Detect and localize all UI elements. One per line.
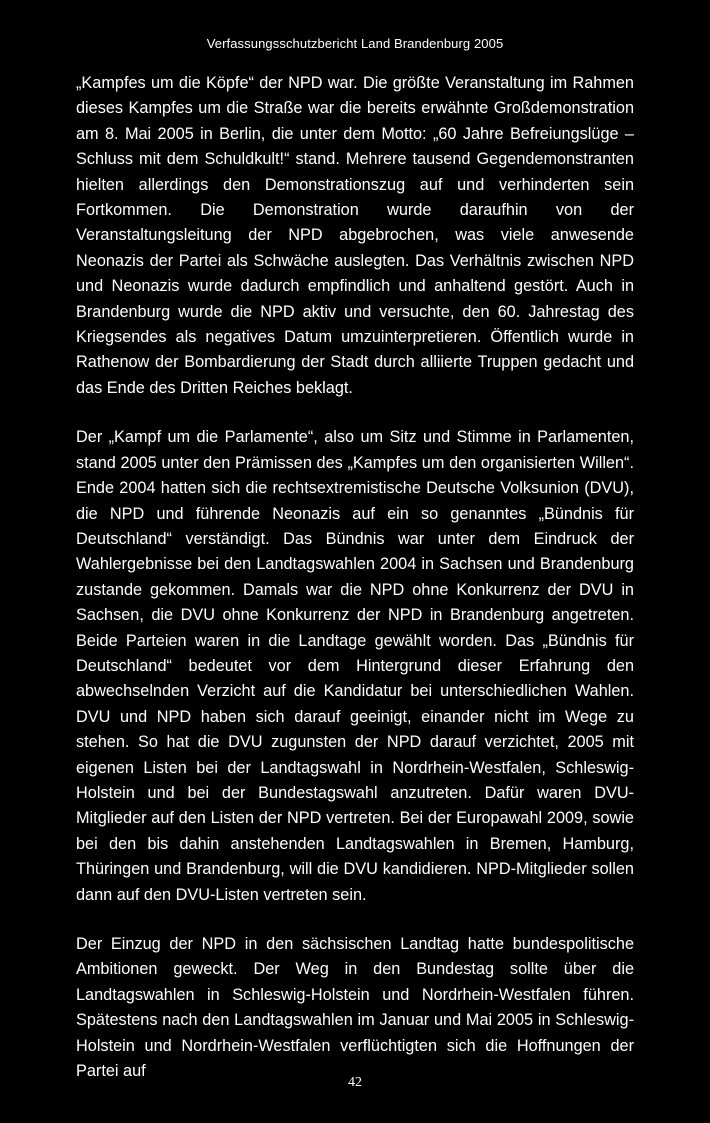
body-text: [76, 71, 634, 1084]
paragraph-2: Der „Kampf um die Parlamente“, also um Sitz und Stimme in Parlamenten, stand 2005 unter den Prämissen des „Kampfes um den organisierten Willen“. Ende 2004 hatten sich die rechtsextremistische Deutsche Volksunion (DVU), die NPD und führende Neonazis auf ein so genanntes „Bündnis für Deutschland“ verständigt. Das Bündnis war unter dem Eindruck der Wahlergebnisse bei den Landtagswahlen 2004 in Sachsen und Brandenburg zustande gekommen. Damals war die NPD ohne Konkurrenz der DVU in Sachsen, die DVU ohne Konkurrenz der NPD in Brandenburg angetreten. Beide Parteien waren in die Landtage gewählt worden. Das „Bündnis für Deutschland“ bedeutet vor dem Hintergrund dieser Erfahrung den abwechselnden Verzicht auf die Kandidatur bei unterschiedlichen Wahlen. DVU und NPD haben sich darauf geeinigt, einander nicht im Wege zu stehen. So hat die DVU zugunsten der NPD darauf verzichtet, 2005 mit eigenen Listen bei der Landtagswahl in Nordrhein-Westfalen, Schleswig-Holstein und bei der Bundestagswahl anzutreten. Dafür waren DVU-Mitglieder auf den Listen der NPD vertreten. Bei der Europawahl 2009, sowie bei den bis dahin anstehenden Landtagswahlen in Bremen, Hamburg, Thüringen und Brandenburg, will die DVU kandidieren. NPD-Mitglieder sollen dann auf den DVU-Listen vertreten sein.: [76, 428, 634, 904]
page-number: 42: [348, 1075, 362, 1090]
running-header: Verfassungsschutzbericht Land Brandenburg 2005: [206, 36, 504, 51]
paragraph-1: „Kampfes um die Köpfe“ der NPD war. Die größte Veranstaltung im Rahmen dieses Kampfes um die Straße war die bereits erwähnte Großdemonstration am 8. Mai 2005 in Berlin, die unter dem Motto: „60 Jahre Befreiungslüge – Schluss mit dem Schuldkult!“ stand. Mehrere tausend Gegendemonstranten hielten allerdings den Demonstrationszug auf und verhinderten sein Fortkommen. Die Demonstration wurde daraufhin von der Veranstaltungsleitung der NPD abgebrochen, was viele anwesende Neonazis der Partei als Schwäche auslegten. Das Verhältnis zwischen NPD und Neonazis wurde dadurch empfindlich und anhaltend gestört. Auch in Brandenburg wurde die NPD aktiv und versuchte, den 60. Jahrestag des Kriegsendes als negatives Datum umzuinterpretieren. Öffentlich wurde in Rathenow der Bombardierung der Stadt durch alliierte Truppen gedacht und das Ende des Dritten Reiches beklagt.: [76, 74, 634, 397]
paragraph-3: Der Einzug der NPD in den sächsischen Landtag hatte bundespolitische Ambitionen geweckt. Der Weg in den Bundestag sollte über die Landtagswahlen in Schleswig-Holstein und Nordrhein-Westfalen führen. Spätestens nach den Landtagswahlen im Januar und Mai 2005 in Schleswig-Holstein und Nordrhein-Westfalen verflüchtigten sich die Hoffnungen der Partei auf: [76, 935, 634, 1081]
